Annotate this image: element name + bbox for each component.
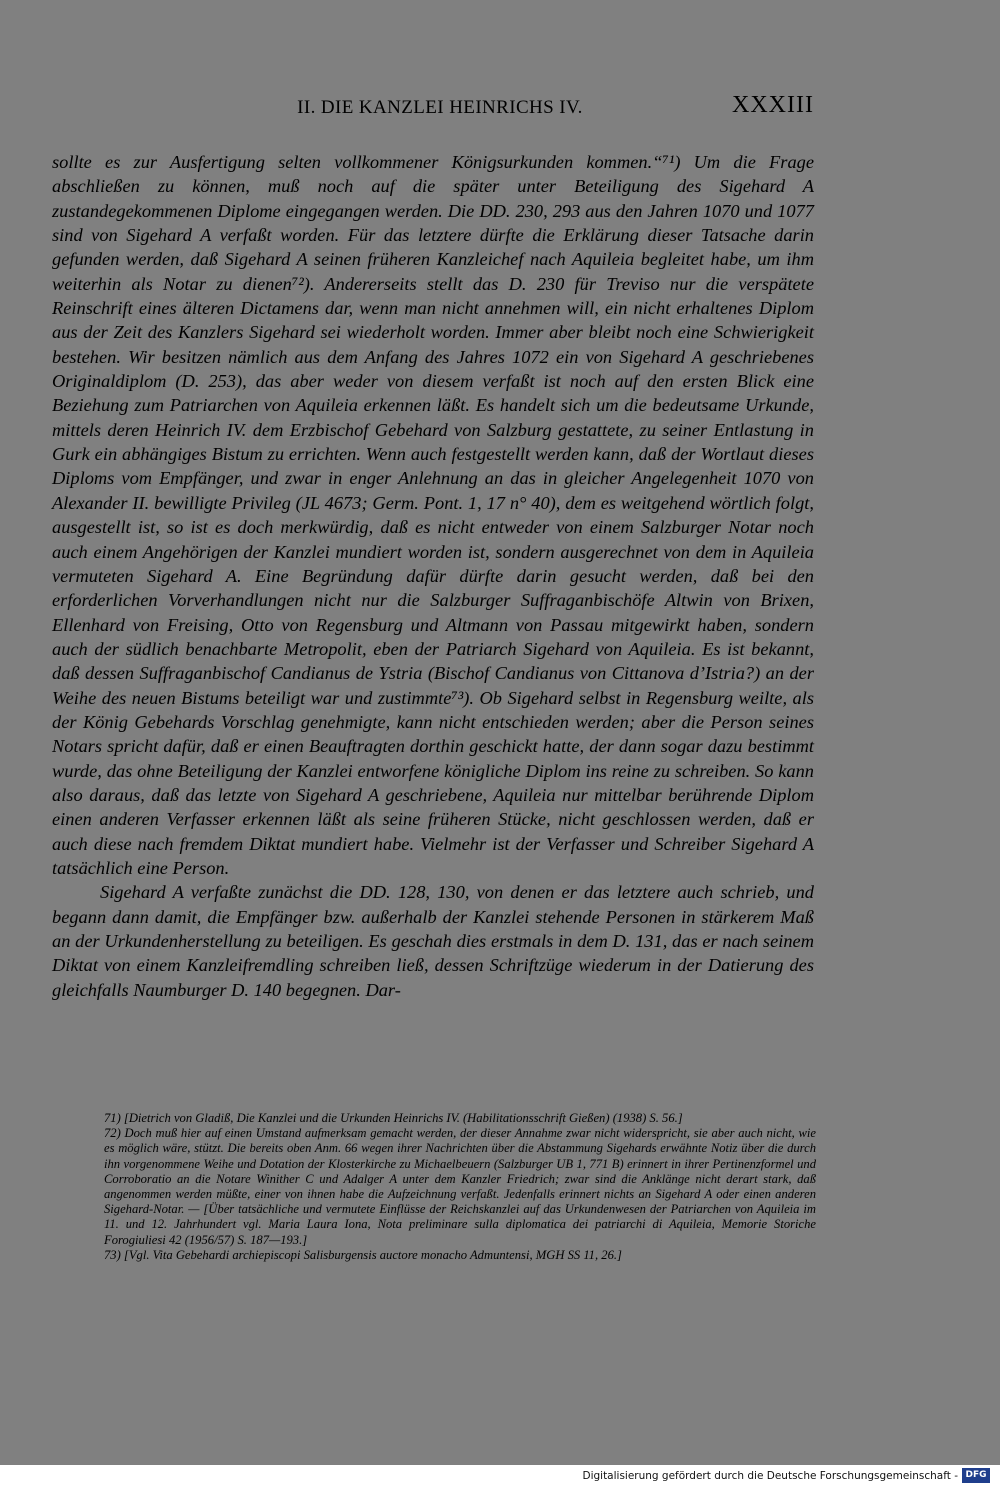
- page-number: XXXIII: [732, 92, 814, 118]
- running-title: II. DIE KANZLEI HEINRICHS IV.: [297, 97, 583, 118]
- paragraph: sollte es zur Ausfertigung selten vollkommener Königsurkunden kommen.“⁷¹) Um die Frage abschließen zu können, muß noch auf die später unter Beteiligung des Sigehard A zustandegekommenen Diplome eingegangen werden. Die DD. 230, 293 aus den Jahren 1070 und 1077 sind von Sigehard A verfaßt worden. Für das letztere dürfte die Erklärung dieser Tatsache darin gefunden werden, daß Sigehard A seinen früheren Kanzleichef nach Aquileia begleitet habe, um ihm weiterhin als Notar zu dienen⁷²). Andererseits stellt das D. 230 für Treviso nur die verspätete Reinschrift eines älteren Dictamens dar, wenn man nicht annehmen will, ein nicht erhaltenes Diplom aus der Zeit des Kanzlers Sigehard sei wiederholt worden. Immer aber bleibt noch eine Schwierigkeit bestehen. Wir besitzen nämlich aus dem Anfang des Jahres 1072 ein von Sigehard A geschriebenes Originaldiplom (D. 253), das aber weder von diesem verfaßt ist noch auf den ersten Blick eine Beziehung zum Patriarchen von Aquileia erkennen läßt. Es handelt sich um die bedeutsame Urkunde, mittels deren Heinrich IV. dem Erzbischof Gebehard von Salzburg gestattete, zu seiner Entlastung in Gurk ein abhängiges Bistum zu errichten. Wenn auch festgestellt werden kann, daß der Wortlaut dieses Diploms vom Empfänger, und zwar in enger Anlehnung an das in gleicher Angelegenheit 1070 von Alexander II. bewilligte Privileg (JL 4673; Germ. Pont. 1, 17 n° 40), dem es weitgehend wörtlich folgt, ausgestellt ist, so ist es doch merkwürdig, daß es nicht entweder von einem Salzburger Notar noch auch einem Angehörigen der Kanzlei mundiert worden ist, sondern ausgerechnet von dem in Aquileia vermuteten Sigehard A. Eine Begründung dafür dürfte darin gesucht werden, daß bei den erforderlichen Vorverhandlungen nicht nur die Salzburger Suffraganbischöfe Altwin von Brixen, Ellenhard von Freising, Otto von Regensburg und Altmann von Passau mitgewirkt haben, sondern auch der südlich benachbarte Metropolit, eben der Patriarch Sigehard von Aquileia. Es ist bekannt, daß dessen Suffraganbischof Candianus de Ystria (Bischof Candianus von Cittanova d’Istria?) an der Weihe des neuen Bistums beteiligt war und zustimmte⁷³). Ob Sigehard selbst in Regensburg weilte, als der König Gebehards Vorschlag genehmigte, kann nicht entschieden werden; aber die Person seines Notars spricht dafür, daß er einen Beauftragten dorthin geschickt hatte, der dann sogar dazu bestimmt wurde, das ohne Beteiligung der Kanzlei entworfene königliche Diplom ins reine zu schreiben. So kann also daraus, daß das letzte von Sigehard A geschriebene, Aquileia nur mittelbar berührende Diplom einen anderen Verfasser erkennen läßt als seine früheren Stücke, nicht geschlossen werden, daß er auch diese nach fremdem Diktat mundiert habe. Vielmehr ist der Verfasser und Schreiber Sigehard A tatsächlich eine Person.: [52, 152, 814, 878]
- footnote-72: 72) Doch muß hier auf einen Umstand aufmerksam gemacht werden, der dieser Annahme zwar nicht widerspricht, sie aber auch nicht, wie es möglich wäre, stützt. Die bereits oben Anm. 66 wegen ihrer Nachrichten über die Abstammung Sigehards erwähnte Notiz über die durch ihn vorgenommene Weihe und Dotation der Klosterkirche zu Michaelbeuern (Salzburger UB 1, 771 B) erinnert in ihrer Pertinenzformel und Corroboratio an die Notare Winither C und Adalger A unter dem Kanzler Friedrich; zwar sind die Anklänge nicht derart stark, daß angenommen werden müßte, einer von ihnen habe die Aufzeichnung verfaßt. Jedenfalls erinnert nichts an Sigehard A oder einen anderen Sigehard-Notar. — [Über tatsächliche und vermutete Einflüsse der Reichskanzlei auf das Urkundenwesen der Patriarchen von Aquileia im 11. und 12. Jahrhundert vgl. Maria Laura Iona, Nota preliminare sulla diplomatica dei patriarchi di Aquileia, Memorie Storiche Forogiuliesi 42 (1956/57) S. 187—193.]: [104, 1126, 816, 1247]
- paragraph: Sigehard A verfaßte zunächst die DD. 128, 130, von denen er das letztere auch schrieb, und begann dann damit, die Empfänger bzw. außerhalb der Kanzlei stehende Personen in stärkerem Maß an der Urkundenherstellung zu beteiligen. Es geschah dies erstmals in dem D. 131, das er nach seinem Diktat von einem Kanzleifremdling schreiben ließ, dessen Schriftzüge wiederum in der Datierung des gleichfalls Naumburger D. 140 begegnen. Dar-: [52, 882, 814, 1000]
- digitization-credit: Digitalisierung gefördert durch die Deutsche Forschungsgemeinschaft -: [582, 1470, 958, 1482]
- footnotes: [104, 1111, 816, 1263]
- footnote-73: 73) [Vgl. Vita Gebehardi archiepiscopi Salisburgensis auctore monacho Admuntensi, MGH SS 11, 26.]: [104, 1247, 622, 1262]
- body-text: [52, 150, 814, 1002]
- footer-bar: [0, 1465, 1000, 1487]
- footnote-71: 71) [Dietrich von Gladiß, Die Kanzlei und die Urkunden Heinrichs IV. (Habilitationsschrift Gießen) (1938) S. 56.]: [104, 1111, 683, 1125]
- dfg-logo[interactable]: DFG: [962, 1468, 990, 1483]
